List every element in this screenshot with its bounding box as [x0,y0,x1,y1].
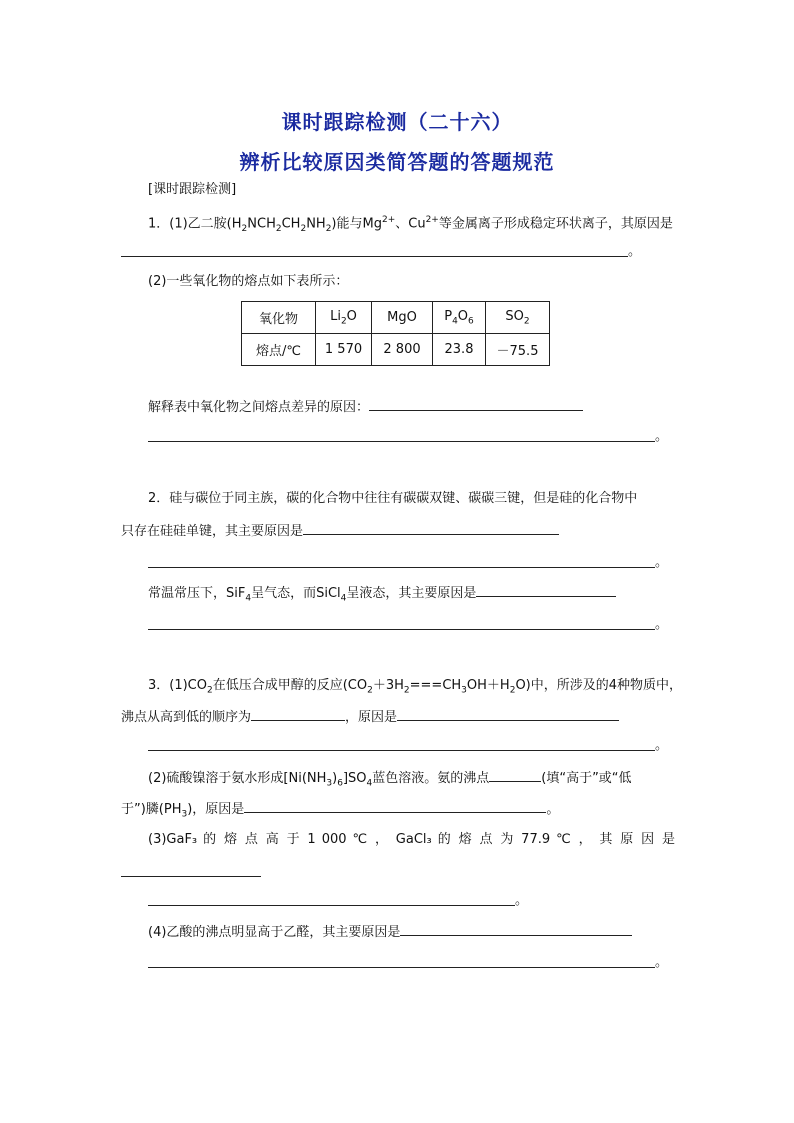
answer-blank[interactable] [303,522,559,535]
answer-blank[interactable] [148,967,655,968]
answer-blank[interactable] [369,398,583,411]
answer-blank[interactable] [121,876,261,877]
table-row [242,302,550,334]
table-cell: 熔点/℃ [242,334,316,366]
answer-blank[interactable] [121,256,628,257]
table-cell: 1 570 [316,334,372,366]
answer-blank[interactable] [489,769,541,782]
page-title: 课时跟踪检测（二十六） [281,110,513,134]
table-cell: $SO_2$ [486,302,550,334]
q3-part3-line1: (3)GaF₃ 的 熔 点 高 于 1 000 ℃ ， GaCl₃ 的 熔 点 为 77.9 ℃ ， 其 原 因 是 [148,832,675,847]
q3-part4-line1: (4)乙酸的沸点明显高于乙醛，其主要原因是 [148,923,632,942]
period: 。 [515,893,529,908]
answer-blank[interactable] [148,905,515,906]
period: 。 [655,955,669,970]
q3-part1-line2: 沸点从高到低的顺序为 ，原因是 [121,708,619,727]
q2-line2: 只存在硅硅单键，其主要原因是 [121,522,559,541]
q2-line3: 常温常压下，SiF$_4$呈气态，而SiCl$_4$呈液态，其主要原因是 [148,584,616,608]
table-cell: 氧化物 [242,302,316,334]
answer-blank[interactable] [148,567,655,568]
table-cell: MgO [372,302,433,334]
q3-part1-line1: 3．$(1)CO_2$在低压合成甲醇的反应$(CO_2+3H_2===CH_3OH+H_2O)$中，所涉及的4种物质中， [148,678,683,696]
melting-point-table [241,301,550,366]
answer-blank[interactable] [251,708,345,721]
period: 。 [655,617,669,632]
table-cell: －75.5 [486,334,550,366]
table-cell: 2 800 [372,334,433,366]
answer-blank[interactable] [148,750,655,751]
q2-line1: 2．硅与碳位于同主族，碳的化合物中往往有碳碳双键、碳碳三键，但是硅的化合物中 [148,491,638,506]
q1-part1-text: 1．(1)乙二胺$(H_2NCH_2CH_2NH_2)$能与$Mg^{2+}$、$Cu^{2+}$等金属离子形成稳定环状离子，其原因是 [148,215,673,234]
q1-explain-text: 解释表中氧化物之间熔点差异的原因： [148,398,583,417]
table-cell: 23.8 [433,334,486,366]
answer-blank[interactable] [476,584,616,597]
table-row [242,334,550,366]
period: 。 [628,244,642,259]
page-subtitle: 辨析比较原因类简答题的答题规范 [239,150,555,174]
answer-blank[interactable] [148,441,655,442]
period: 。 [655,738,669,753]
q3-part2-line2: 于”)膦$(PH_3)$，原因是 。 [121,802,560,820]
answer-blank[interactable] [397,708,619,721]
answer-blank[interactable] [148,629,655,630]
q1-part2-text: (2)一些氧化物的熔点如下表所示： [148,274,349,289]
section-label: [课时跟踪检测] [148,182,237,197]
q3-part2-line1: (2)硫酸镍溶于氨水形成$[Ni(NH_3)_6]SO_4$蓝色溶液。氨的沸点 (填“高于”或“低 [148,771,632,789]
table-cell: $Li_2O$ [316,302,372,334]
answer-blank[interactable] [400,923,632,936]
answer-blank[interactable] [244,800,546,813]
period: 。 [655,555,669,570]
period: 。 [655,429,669,444]
table-cell: $P_4O_6$ [433,302,486,334]
